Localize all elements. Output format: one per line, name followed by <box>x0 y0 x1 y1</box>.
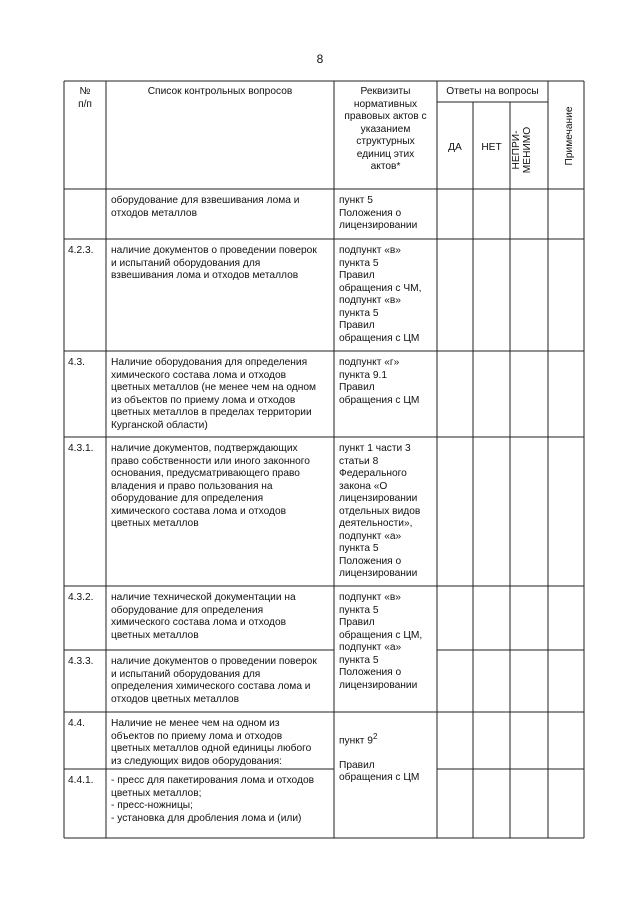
header-requisites: Реквизиты нормативных правовых актов с указанием структурных единиц этих актов* <box>344 86 427 172</box>
requisite-superscript: 2 <box>372 731 378 741</box>
row-question: наличие технической документации на оборудование для определения химического состава лома и отходов цветных металлов <box>111 592 296 641</box>
row-number: 4.3.3. <box>68 656 94 667</box>
row-number: 4.3.1. <box>68 443 94 454</box>
row-requisites: подпункт «г» пункта 9.1 Правил обращения с ЦМ <box>339 357 420 406</box>
row-number: 4.3. <box>68 357 85 368</box>
requisite-main: пункт 9 <box>339 734 373 746</box>
row-requisites: подпункт «в» пункта 5 Правил обращения с ЧМ, подпункт «в» пункта 5 Правил обращения с ЦМ <box>339 245 422 344</box>
row-question: Наличие оборудования для определения химического состава лома и отходов цветных металлов (не менее чем на одном из объектов по приему лома и отходов цветных металлов в пределах территории Курганской области) <box>111 357 317 431</box>
requisite-rest: Правил обращения с ЦМ <box>339 759 420 784</box>
row-question: наличие документов о проведении поверок и испытаний оборудования для определения химического состава лома и отходов цветных металлов <box>111 656 317 705</box>
row-question: оборудование для взвешивания лома и отходов металлов <box>111 195 300 219</box>
row-requisites: подпункт «в» пункта 5 Правил обращения с ЦМ, подпункт «а» пункта 5 Положения о лицензировании <box>339 592 423 691</box>
row-question: наличие документов, подтверждающих право собственности или иного законного основания, предусматривающего право владения и право пользования на оборудование для определения химического состава лома и отходов цветных металлов <box>111 443 310 529</box>
header-no: НЕТ <box>481 142 502 153</box>
row-question: Наличие не менее чем на одном из объектов по приему лома и отходов цветных металлов одной единицы любого из следующих видов оборудования: <box>111 718 312 767</box>
row-number: 4.4. <box>68 718 85 729</box>
row-requisites: пункт 5 Положения о лицензировании <box>339 195 418 231</box>
row-requisites <box>339 718 435 785</box>
header-questions: Список контрольных вопросов <box>147 86 293 97</box>
row-number: 4.3.2. <box>68 592 94 603</box>
row-number: 4.4.1. <box>68 775 94 786</box>
header-answers: Ответы на вопросы <box>446 86 539 97</box>
header-num: № п/п <box>78 86 92 110</box>
row-number: 4.2.3. <box>68 245 94 256</box>
header-yes: ДА <box>448 142 462 153</box>
page-number: 8 <box>316 52 324 66</box>
row-question: - пресс для пакетирования лома и отходов цветных металлов; - пресс-ножницы; - установка для дробления лома и (или) <box>111 775 315 824</box>
header-not-applicable: НЕПРИ- МЕНИМО <box>511 126 533 174</box>
row-question: наличие документов о проведении поверок и испытаний оборудования для взвешивания лома и отходов металлов <box>111 245 317 281</box>
row-requisites: пункт 1 части 3 статьи 8 Федерального закона «О лицензировании отдельных видов деятельности», подпункт «а» пункта 5 Положения о лицензировании <box>339 443 421 579</box>
header-note: Примечание <box>564 106 575 166</box>
